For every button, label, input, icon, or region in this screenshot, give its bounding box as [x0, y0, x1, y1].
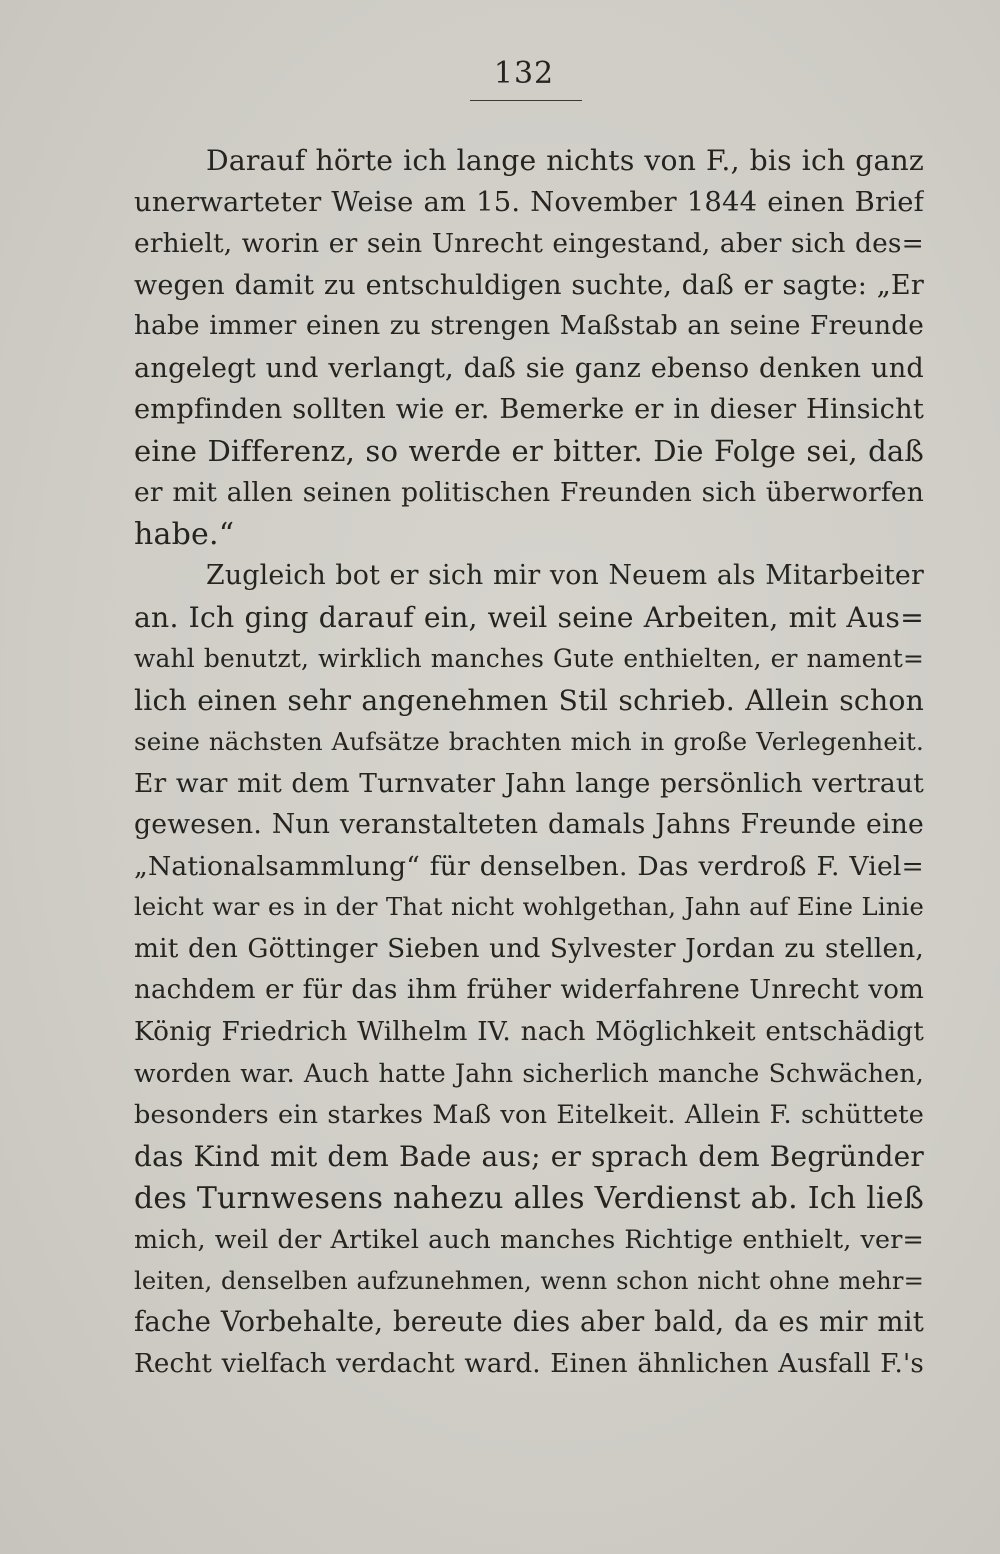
header-rule	[470, 100, 582, 101]
text-line: nachdem er für das ihm früher widerfahrene Unrecht vom	[134, 975, 924, 1005]
text-line: mich, weil der Artikel auch manches Richtige enthielt, ver=	[134, 1224, 924, 1254]
text-line: leicht war es in der That nicht wohlgethan, Jahn auf Eine Linie	[134, 893, 924, 921]
text-line: fache Vorbehalte, bereute dies aber bald, da es mir mit	[134, 1306, 924, 1338]
text-line: er mit allen seinen politischen Freunden sich überworfen	[134, 477, 924, 508]
text-line: worden war. Auch hatte Jahn sicherlich manche Schwächen,	[134, 1059, 924, 1088]
page-number: 132	[493, 56, 555, 91]
text-line: unerwarteter Weise am 15. November 1844 einen Brief	[134, 186, 924, 218]
text-line: des Turnwesens nahezu alles Verdienst ab. Ich ließ	[134, 1180, 924, 1216]
text-line: Recht vielfach verdacht ward. Einen ähnlichen Ausfall F.'s	[134, 1348, 924, 1379]
text-line: wahl benutzt, wirklich manches Gute enthielten, er nament=	[134, 644, 924, 673]
text-line: empfinden sollten wie er. Bemerke er in dieser Hinsicht	[134, 394, 924, 425]
text-line: besonders ein starkes Maß von Eitelkeit. Allein F. schüttete	[134, 1099, 924, 1130]
text-line: wegen damit zu entschuldigen suchte, daß er sagte: „Er	[134, 269, 924, 301]
text-line: gewesen. Nun veranstalteten damals Jahns Freunde eine	[134, 809, 924, 840]
text-line: Er war mit dem Turnvater Jahn lange persönlich vertraut	[134, 767, 924, 799]
text-line: „Nationalsammlung“ für denselben. Das verdroß F. Viel=	[134, 850, 924, 882]
text-line: König Friedrich Wilhelm IV. nach Möglichkeit entschädigt	[134, 1016, 924, 1047]
text-line: eine Differenz, so werde er bitter. Die Folge sei, daß	[134, 433, 924, 468]
text-line: erhielt, worin er sein Unrecht eingestand, aber sich des=	[134, 228, 924, 259]
text-line: seine nächsten Aufsätze brachten mich in große Verlegenheit.	[134, 727, 924, 756]
text-line: lich einen sehr angenehmen Stil schrieb. Allein schon	[134, 683, 924, 717]
text-line: habe immer einen zu strengen Maßstab an seine Freunde	[134, 311, 924, 341]
body-text	[134, 140, 924, 1385]
text-line: leiten, denselben aufzunehmen, wenn schon nicht ohne mehr=	[134, 1266, 924, 1295]
text-line: das Kind mit dem Bade aus; er sprach dem Begründer	[134, 1140, 924, 1173]
text-line: habe.“	[134, 516, 235, 552]
text-line: an. Ich ging darauf ein, weil seine Arbeiten, mit Aus=	[134, 600, 924, 634]
text-line: mit den Göttinger Sieben und Sylvester Jordan zu stellen,	[134, 933, 924, 964]
text-line: angelegt und verlangt, daß sie ganz ebenso denken und	[134, 352, 924, 384]
text-line: Darauf hörte ich lange nichts von F., bis ich ganz	[206, 144, 924, 177]
text-line: Zugleich bot er sich mir von Neuem als Mitarbeiter	[206, 560, 924, 591]
